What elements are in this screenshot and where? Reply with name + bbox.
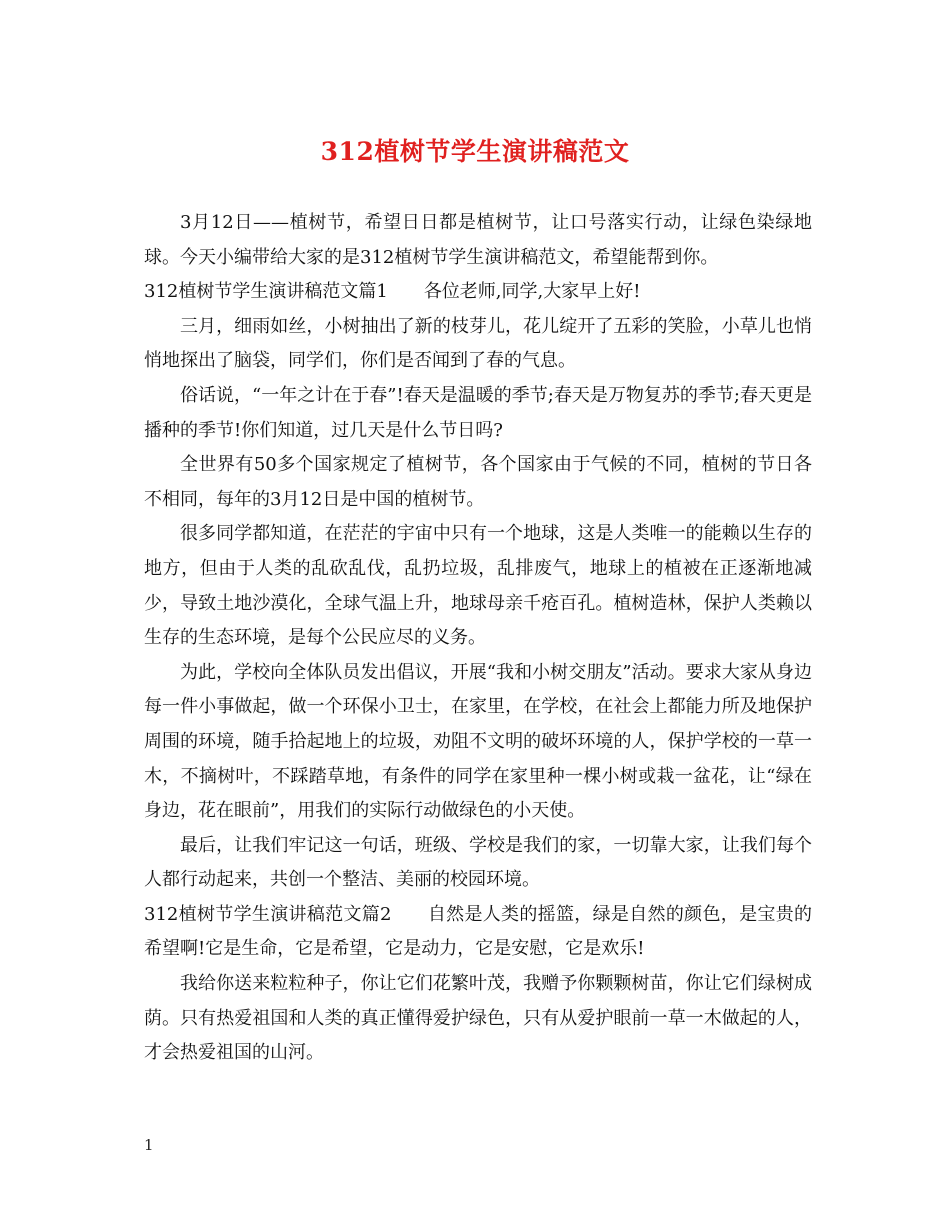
paragraph: 俗话说，“一年之计在于春”!春天是温暖的季节;春天是万物复苏的季节;春天更是播种的季节!你们知道，过几天是什么节日吗? [144, 384, 812, 441]
document-body [144, 206, 812, 1071]
paragraph-intro: 3月12日——植树节，希望日日都是植树节，让口号落实行动，让绿色染绿地球。今天小编带给大家的是312植树节学生演讲稿范文，希望能帮到你。 [144, 212, 812, 268]
section-heading-label: 312植树节学生演讲稿范文篇2 [144, 903, 392, 925]
section-heading-text: 各位老师,同学,大家早上好! [423, 281, 641, 303]
section-heading-label: 312植树节学生演讲稿范文篇1 [144, 281, 388, 303]
paragraph: 很多同学都知道，在茫茫的宇宙中只有一个地球，这是人类唯一的能赖以生存的地方，但由于人类的乱砍乱伐，乱扔垃圾，乱排废气，地球上的植被在正逐渐地减少，导致土地沙漠化，全球气温上升，地球母亲千疮百孔。植树造林，保护人类赖以生存的生态环境，是每个公民应尽的义务。 [144, 523, 812, 649]
section-heading-1 [144, 275, 812, 310]
section-heading-2 [144, 898, 812, 967]
section-heading-text: 自然是人类的摇篮，绿是自然的颜色，是宝贵的希望啊!它是生命，它是希望，它是动力，它是安慰，它是欢乐! [144, 903, 812, 960]
page-number: 1 [144, 1136, 154, 1154]
paragraph: 为此，学校向全体队员发出倡议，开展“我和小树交朋友”活动。要求大家从身边每一件小事做起，做一个环保小卫士，在家里，在学校，在社会上都能力所及地保护周围的环境，随手拾起地上的垃圾，劝阻不文明的破坏环境的人，保护学校的一草一木，不摘树叶，不踩踏草地，有条件的同学在家里种一棵小树或栽一盆花，让“绿在身边，花在眼前”，用我们的实际行动做绿色的小天使。 [144, 661, 812, 822]
document-title: 312植树节学生演讲稿范文 [320, 137, 630, 166]
paragraph: 我给你送来粒粒种子，你让它们花繁叶茂，我赠予你颗颗树苗，你让它们绿树成荫。只有热爱祖国和人类的真正懂得爱护绿色，只有从爱护眼前一草一木做起的人，才会热爱祖国的山河。 [144, 973, 812, 1064]
paragraph: 三月，细雨如丝，小树抽出了新的枝芽儿，花儿绽开了五彩的笑脸，小草儿也悄悄地探出了脑袋，同学们，你们是否闻到了春的气息。 [144, 315, 812, 372]
paragraph: 全世界有50多个国家规定了植树节，各个国家由于气候的不同，植树的节日各不相同，每年的3月12日是中国的植树节。 [144, 454, 812, 510]
paragraph: 最后，让我们牢记这一句话，班级、学校是我们的家，一切靠大家，让我们每个人都行动起来，共创一个整洁、美丽的校园环境。 [144, 834, 812, 891]
